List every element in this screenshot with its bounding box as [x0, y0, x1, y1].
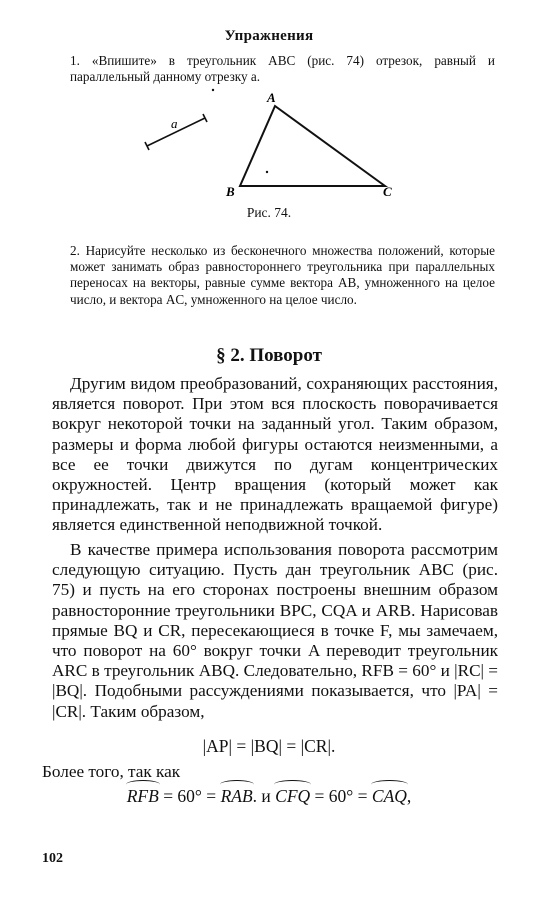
exercise-1: 1. «Впишите» в треугольник ABC (рис. 74) отрезок, равный и параллельный данному отрезку a.	[70, 53, 495, 85]
formula-equal-lengths: |AP| = |BQ| = |CR|.	[202, 736, 336, 756]
section-title: § 2. Поворот	[216, 345, 322, 366]
paragraph-2: В качестве примера использования поворота рассмотрим следующую ситуацию. Пусть дан треугольник ABC (рис. 75) и пусть на его сторонах построены внешним образом равносторонние треугольники BPC, CQA и ARB. Нарисовав прямые BQ и CR, пересекающиеся в точке F, мы замечаем, что поворот на 60° вокруг точки A переводит треугольник ARC в треугольник ABQ. Следовательно, RFB = 60° и |RC| = |BQ|. Подобными рассуждениями показывается, что |PA| = |CR|. Таким образом,	[52, 540, 498, 721]
angle-rab: RAB	[220, 786, 253, 806]
paragraph-3: Более того, так как	[42, 762, 181, 781]
figure-caption: Рис. 74.	[246, 205, 292, 220]
vertex-a-label: A	[267, 90, 276, 105]
paragraph-1: Другим видом преобразований, сохраняющих расстояния, является поворот. При этом вся плоскость поворачивается вокруг некоторой точки на заданный угол. Таким образом, размеры и форма любой фигуры остаются неизменными, а все ее точки движутся по дугам концентрических окружностей. Центр вращения (который может как принадлежать, так и не принадлежать вращаемой фигуре) является единственной неподвижной точкой.	[52, 374, 498, 535]
page-number: 102	[42, 851, 63, 866]
triangle-abc	[240, 106, 385, 186]
exercise-2: 2. Нарисуйте несколько из бесконечного множества положений, которые может занимать образ равностороннего треугольника при параллельных переносах на векторы, равные сумме вектора AB, умноженного на целое число, и вектора AC, умноженного на целое число.	[70, 243, 495, 307]
exercises-heading: Упражнения	[224, 28, 314, 44]
segment-a-label: a	[171, 116, 178, 131]
angle-caq: CAQ	[371, 786, 407, 806]
vertex-c-label: C	[383, 184, 392, 199]
vertex-b-label: B	[226, 184, 235, 199]
formula-angles: RFB = 60° = RAB. и CFQ = 60° = CAQ,	[126, 786, 412, 806]
angle-cfq: CFQ	[275, 786, 311, 806]
angle-rfb: RFB	[126, 786, 159, 806]
